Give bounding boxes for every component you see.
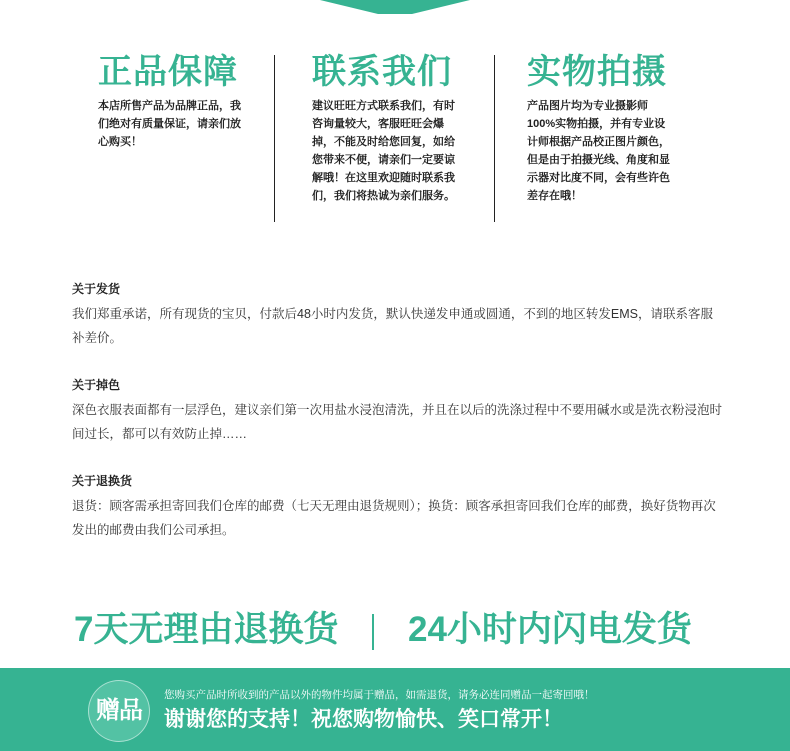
policy-shipping bbox=[72, 280, 722, 350]
gift-badge: 赠品 bbox=[88, 680, 150, 742]
policy-text: 我们郑重承诺，所有现货的宝贝，付款后48小时内发货，默认快递发申通或圆通，不到的地区转发EMS，请联系客服补差价。 bbox=[72, 307, 713, 345]
guarantee-real-photo bbox=[527, 52, 707, 205]
guarantee-text: 建议旺旺方式联系我们，有时咨询量较大，客服旺旺会爆掉，不能及时给您回复，如给您带来不便，请亲们一定要谅解哦！在这里欢迎随时联系我们，我们将热诚为亲们服务。 bbox=[312, 100, 455, 202]
promise-divider bbox=[372, 614, 374, 650]
guarantee-title: 正品保障 bbox=[98, 53, 238, 91]
gift-note: 您购买产品时所收到的产品以外的物件均属于赠品，如需退货，请务必连同赠品一起寄回哦！ bbox=[164, 689, 595, 701]
guarantee-text: 本店所售产品为品牌正品，我们绝对有质量保证，请亲们放心购买！ bbox=[98, 100, 241, 148]
column-divider bbox=[494, 55, 495, 222]
policy-text: 退货：顾客需承担寄回我们仓库的邮费（七天无理由退货规则）；换货：顾客承担寄回我们仓库的邮费，换好货物再次发出的邮费由我们公司承担。 bbox=[72, 499, 716, 537]
top-tab-decoration bbox=[320, 0, 470, 14]
guarantee-title: 实物拍摄 bbox=[527, 53, 667, 91]
policy-color-fading bbox=[72, 376, 722, 446]
policy-title: 关于退换货 bbox=[72, 474, 133, 488]
policy-title: 关于掉色 bbox=[72, 378, 121, 392]
policy-text: 深色衣服表面都有一层浮色，建议亲们第一次用盐水浸泡清洗，并且在以后的洗涤过程中不要用碱水或是洗衣粉浸泡时间过长，都可以有效防止掉…… bbox=[72, 403, 723, 441]
guarantee-authentic bbox=[98, 52, 278, 151]
thanks-message: 谢谢您的支持！祝您购物愉快、笑口常开！ bbox=[164, 708, 563, 731]
policy-title: 关于发货 bbox=[72, 282, 121, 296]
guarantee-contact bbox=[312, 52, 492, 205]
column-divider bbox=[274, 55, 275, 222]
policy-returns bbox=[72, 472, 722, 542]
guarantee-title: 联系我们 bbox=[312, 53, 452, 91]
promise-seven-day-return: 7天无理由退换货 bbox=[74, 610, 339, 649]
promise-24h-shipping: 24小时内闪电发货 bbox=[408, 610, 692, 649]
guarantee-text: 产品图片均为专业摄影师100%实物拍摄，并有专业设计师根据产品校正图片颜色，但是由于拍摄光线、角度和显示器对比度不同，会有些许色差存在哦！ bbox=[527, 100, 670, 202]
